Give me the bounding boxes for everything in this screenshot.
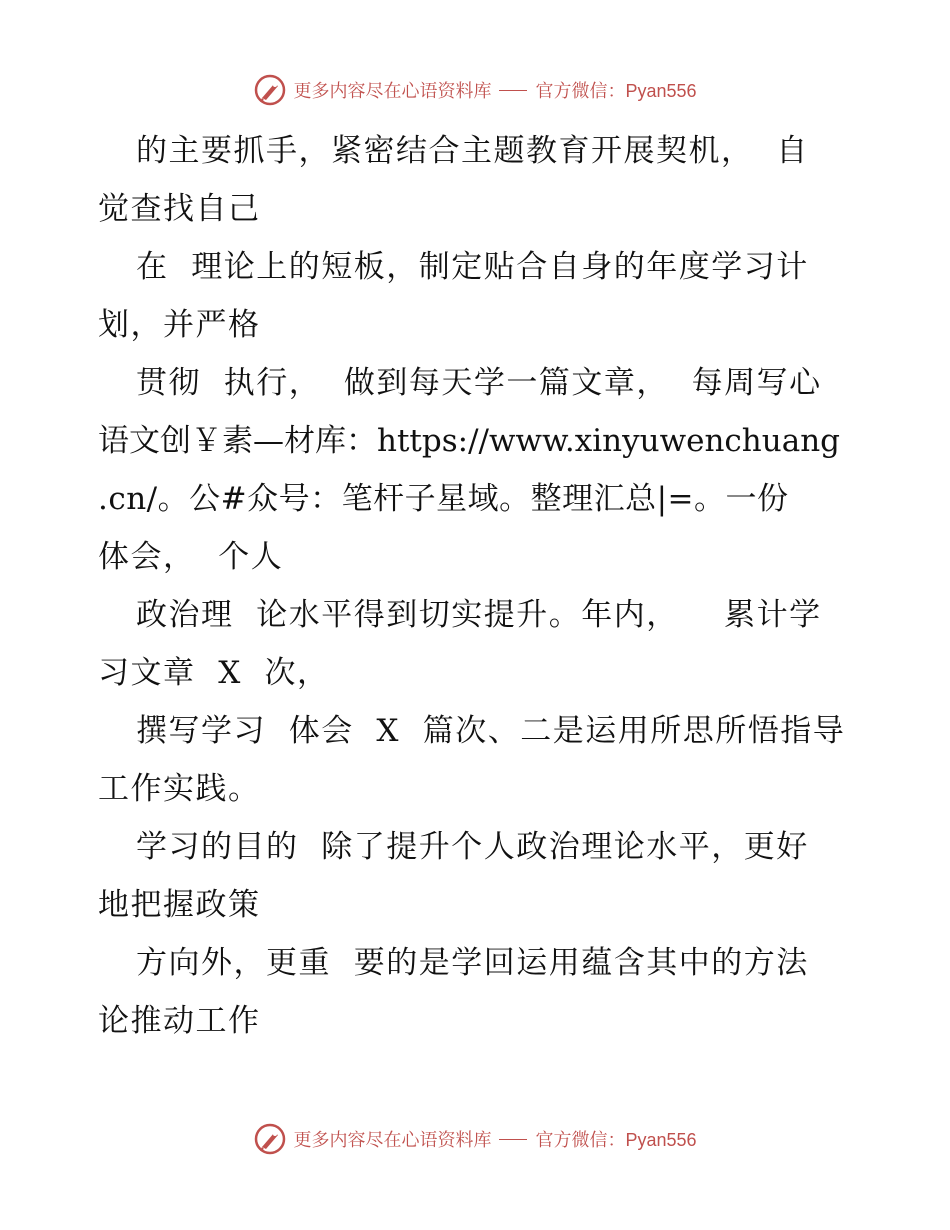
pen-logo-icon [253, 1122, 287, 1156]
text-line: 工作实践。 [98, 771, 261, 807]
text-line: 论推动工作 [98, 1003, 261, 1039]
text-line: .cn/。公#众号：笔杆子星域。整理汇总|=。一份 [98, 481, 789, 517]
text-line: 的主要抓手，紧密结合主题教育开展契机， 自 [136, 133, 809, 169]
banner-dash [499, 1139, 527, 1140]
banner-wechat: 官方微信：Pyan556 [535, 81, 697, 101]
banner-text: 更多内容尽在心语资料库 [293, 1130, 492, 1151]
document-body [98, 122, 858, 1050]
text-line: 贯彻 执行， 做到每天学一篇文章， 每周写心 [136, 365, 822, 401]
footer-banner [0, 1119, 950, 1159]
text-line: 觉查找自己 [98, 191, 261, 227]
header-banner [0, 70, 950, 110]
banner-text: 更多内容尽在心语资料库 [293, 81, 492, 102]
text-line: 撰写学习 体会 X 篇次、二是运用所思所悟指导 [136, 713, 846, 749]
text-line: 地把握政策 [98, 887, 261, 923]
text-line: 在 理论上的短板，制定贴合自身的年度学习计 [136, 249, 809, 285]
text-line: 习文章 X 次， [98, 655, 330, 691]
text-line: 方向外，更重 要的是学回运用蕴含其中的方法 [136, 945, 809, 981]
text-line: 划，并严格 [98, 307, 261, 343]
banner-dash [499, 90, 527, 91]
text-line: 学习的目的 除了提升个人政治理论水平，更好 [136, 829, 809, 865]
banner-wechat: 官方微信：Pyan556 [535, 1130, 697, 1150]
text-line: 语文创￥素—材库：https://www.xinyuwenchuang [98, 423, 841, 459]
pen-logo-icon [253, 73, 287, 107]
text-line: 政治理 论水平得到切实提升。年内， 累计学 [136, 597, 822, 633]
text-line: 体会， 个人 [98, 539, 284, 575]
